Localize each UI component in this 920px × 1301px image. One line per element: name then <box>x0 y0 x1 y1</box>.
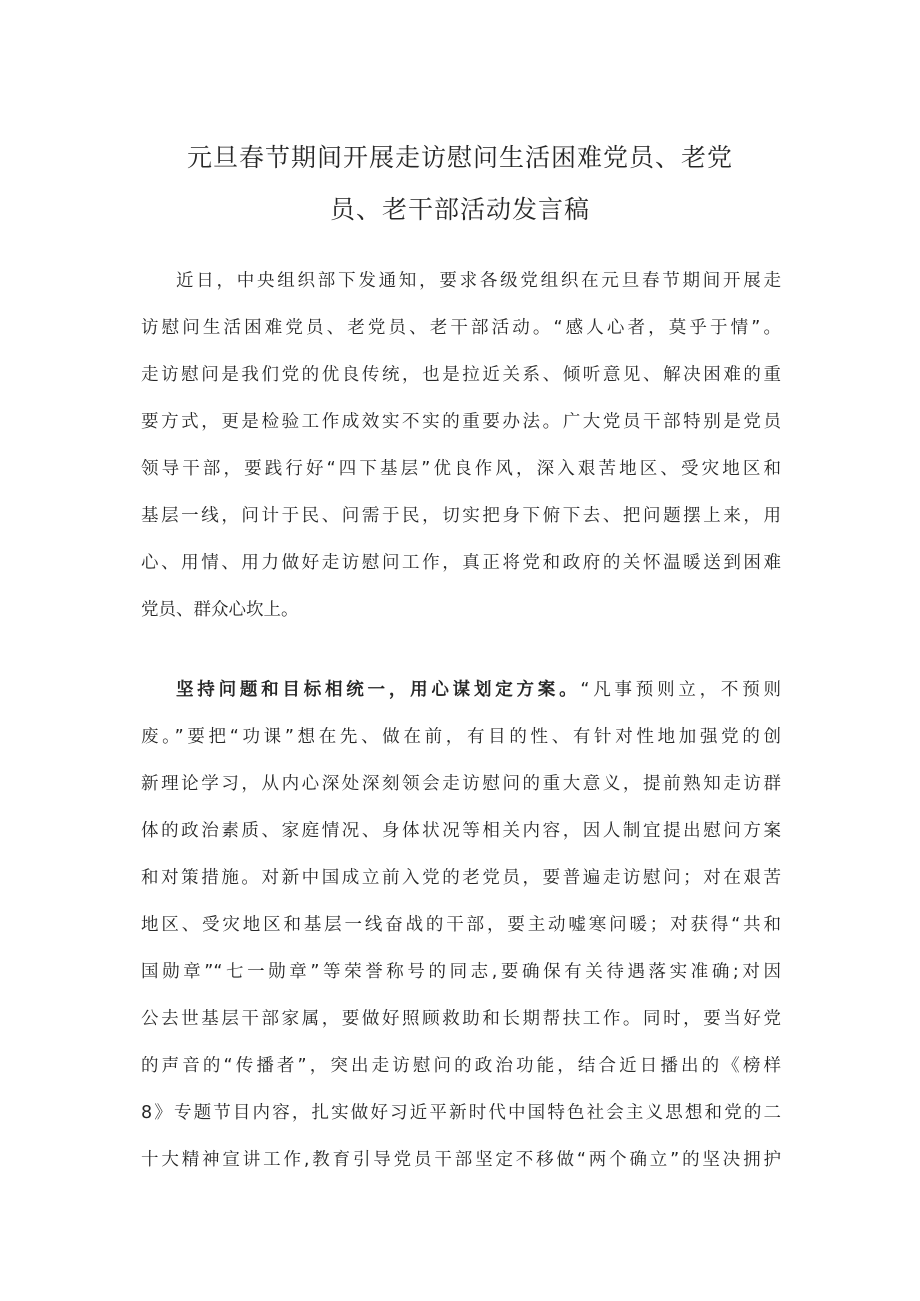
paragraph-1-line: 党员、群众心坎上。 <box>141 600 299 620</box>
paragraph-1-line: 要方式，更是检验工作成效实不实的重要办法。广大党员干部特别是党员 <box>141 412 781 432</box>
paragraph-2-line: 的声音的“传播者”，突出走访慰问的政治功能，结合近日播出的《榜样 <box>141 1056 781 1076</box>
paragraph-2-line: 公去世基层干部家属，要做好照顾救助和长期帮扶工作。同时，要当好党 <box>141 1009 781 1029</box>
paragraph-2-heading: 坚持问题和目标相统一，用心谋划定方案。 <box>176 680 581 700</box>
paragraph-1-line: 走访慰问是我们党的优良传统，也是拉近关系、倾听意见、解决困难的重 <box>141 365 781 385</box>
paragraph-1-line: 基层一线，问计于民、问需于民，切实把身下俯下去、把问题摆上来，用 <box>141 506 781 526</box>
paragraph-2-line: 新理论学习，从内心深处深刻领会走访慰问的重大意义，提前熟知走访群 <box>141 774 781 794</box>
paragraph-1-line: 近日，中央组织部下发通知，要求各级党组织在元旦春节期间开展走 <box>176 271 781 291</box>
document-title-line-1: 元旦春节期间开展走访慰问生活困难党员、老党 <box>186 143 733 172</box>
document-title-line-2: 员、老干部活动发言稿 <box>329 195 590 224</box>
paragraph-2-line: 体的政治素质、家庭情况、身体状况等相关内容，因人制宜提出慰问方案 <box>141 821 781 841</box>
paragraph-2-line: 8》专题节目内容，扎实做好习近平新时代中国特色社会主义思想和党的二 <box>141 1103 781 1123</box>
paragraph-2-line: 国勋章”“七一勋章”等荣誉称号的同志,要确保有关待遇落实准确;对因 <box>141 962 781 982</box>
paragraph-2-line: 和对策措施。对新中国成立前入党的老党员，要普遍走访慰问；对在艰苦 <box>141 868 781 888</box>
paragraph-2-line: 十大精神宣讲工作,教育引导党员干部坚定不移做“两个确立”的坚决拥护 <box>141 1150 781 1170</box>
paragraph-2-line: 废。”要把“功课”想在先、做在前，有目的性、有针对性地加强党的创 <box>141 727 781 747</box>
paragraph-2-first-line <box>176 676 781 704</box>
paragraph-2-first-line-rest: “凡事预则立，不预则 <box>580 680 781 700</box>
paragraph-1-line: 心、用情、用力做好走访慰问工作，真正将党和政府的关怀温暖送到困难 <box>141 553 781 573</box>
paragraph-1-line: 领导干部，要践行好“四下基层”优良作风，深入艰苦地区、受灾地区和 <box>141 459 781 479</box>
paragraph-2-line: 地区、受灾地区和基层一线奋战的干部，要主动嘘寒问暖；对获得“共和 <box>141 915 781 935</box>
paragraph-1-line: 访慰问生活困难党员、老党员、老干部活动。“感人心者，莫乎于情”。 <box>141 318 781 338</box>
